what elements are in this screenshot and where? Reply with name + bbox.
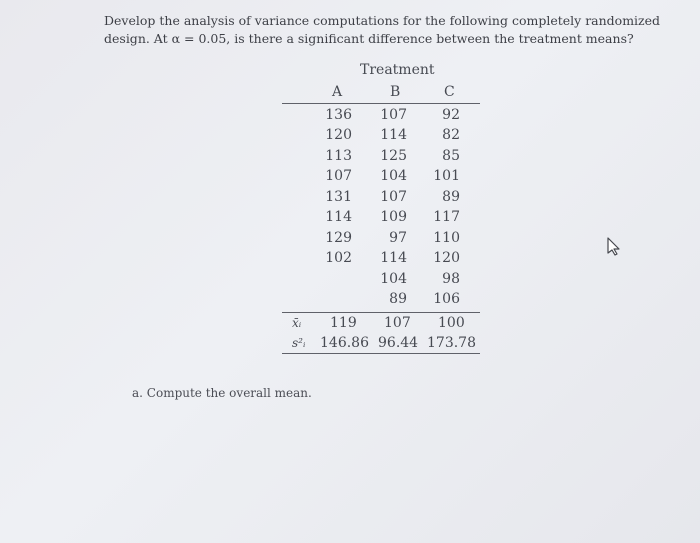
- cell-b-9: 104: [380, 271, 407, 287]
- cell-b-8: 114: [380, 250, 407, 266]
- header-underline: [282, 103, 480, 104]
- cell-c-10: 106: [433, 291, 460, 307]
- cell-c-8: 120: [433, 250, 460, 266]
- cell-c-4: 101: [433, 168, 460, 184]
- cell-b-4: 104: [380, 168, 407, 184]
- mean-c: 100: [438, 315, 465, 331]
- header-a: A: [332, 84, 343, 100]
- mean-label: x̄ᵢ: [292, 316, 302, 330]
- header-c: C: [444, 84, 455, 100]
- cell-c-2: 82: [442, 127, 460, 143]
- problem-statement: Develop the analysis of variance computations for the following completely randomized design. At α = 0.05, is there a significant difference between the treatment means?: [104, 13, 661, 46]
- cell-b-10: 89: [389, 291, 407, 307]
- cell-a-1: 136: [325, 107, 352, 123]
- cell-a-6: 114: [325, 209, 352, 225]
- cell-b-2: 114: [380, 127, 407, 143]
- cell-b-1: 107: [380, 107, 407, 123]
- cell-c-1: 92: [442, 107, 460, 123]
- header-b: B: [390, 84, 401, 100]
- table-title: Treatment: [360, 62, 435, 78]
- cell-a-8: 102: [325, 250, 352, 266]
- summary-topline: [282, 312, 480, 313]
- variance-b: 96.44: [378, 335, 419, 351]
- part-a-prompt: a. Compute the overall mean.: [132, 386, 312, 400]
- summary-bottomline: [282, 353, 480, 354]
- cell-a-2: 120: [325, 127, 352, 143]
- cell-c-3: 85: [442, 148, 460, 164]
- cell-c-9: 98: [442, 271, 460, 287]
- cell-a-3: 113: [325, 148, 352, 164]
- cell-b-3: 125: [380, 148, 407, 164]
- cell-c-5: 89: [442, 189, 460, 205]
- cell-c-6: 117: [433, 209, 460, 225]
- variance-a: 146.86: [320, 335, 369, 351]
- variance-label: s²ᵢ: [292, 336, 306, 350]
- cell-b-5: 107: [380, 189, 407, 205]
- variance-c: 173.78: [427, 335, 476, 351]
- cursor-icon: [604, 236, 624, 256]
- cell-a-5: 131: [325, 189, 352, 205]
- mean-b: 107: [384, 315, 411, 331]
- cell-c-7: 110: [433, 230, 460, 246]
- cell-b-7: 97: [389, 230, 407, 246]
- mean-a: 119: [330, 315, 357, 331]
- cell-a-7: 129: [325, 230, 352, 246]
- cell-b-6: 109: [380, 209, 407, 225]
- cell-a-4: 107: [325, 168, 352, 184]
